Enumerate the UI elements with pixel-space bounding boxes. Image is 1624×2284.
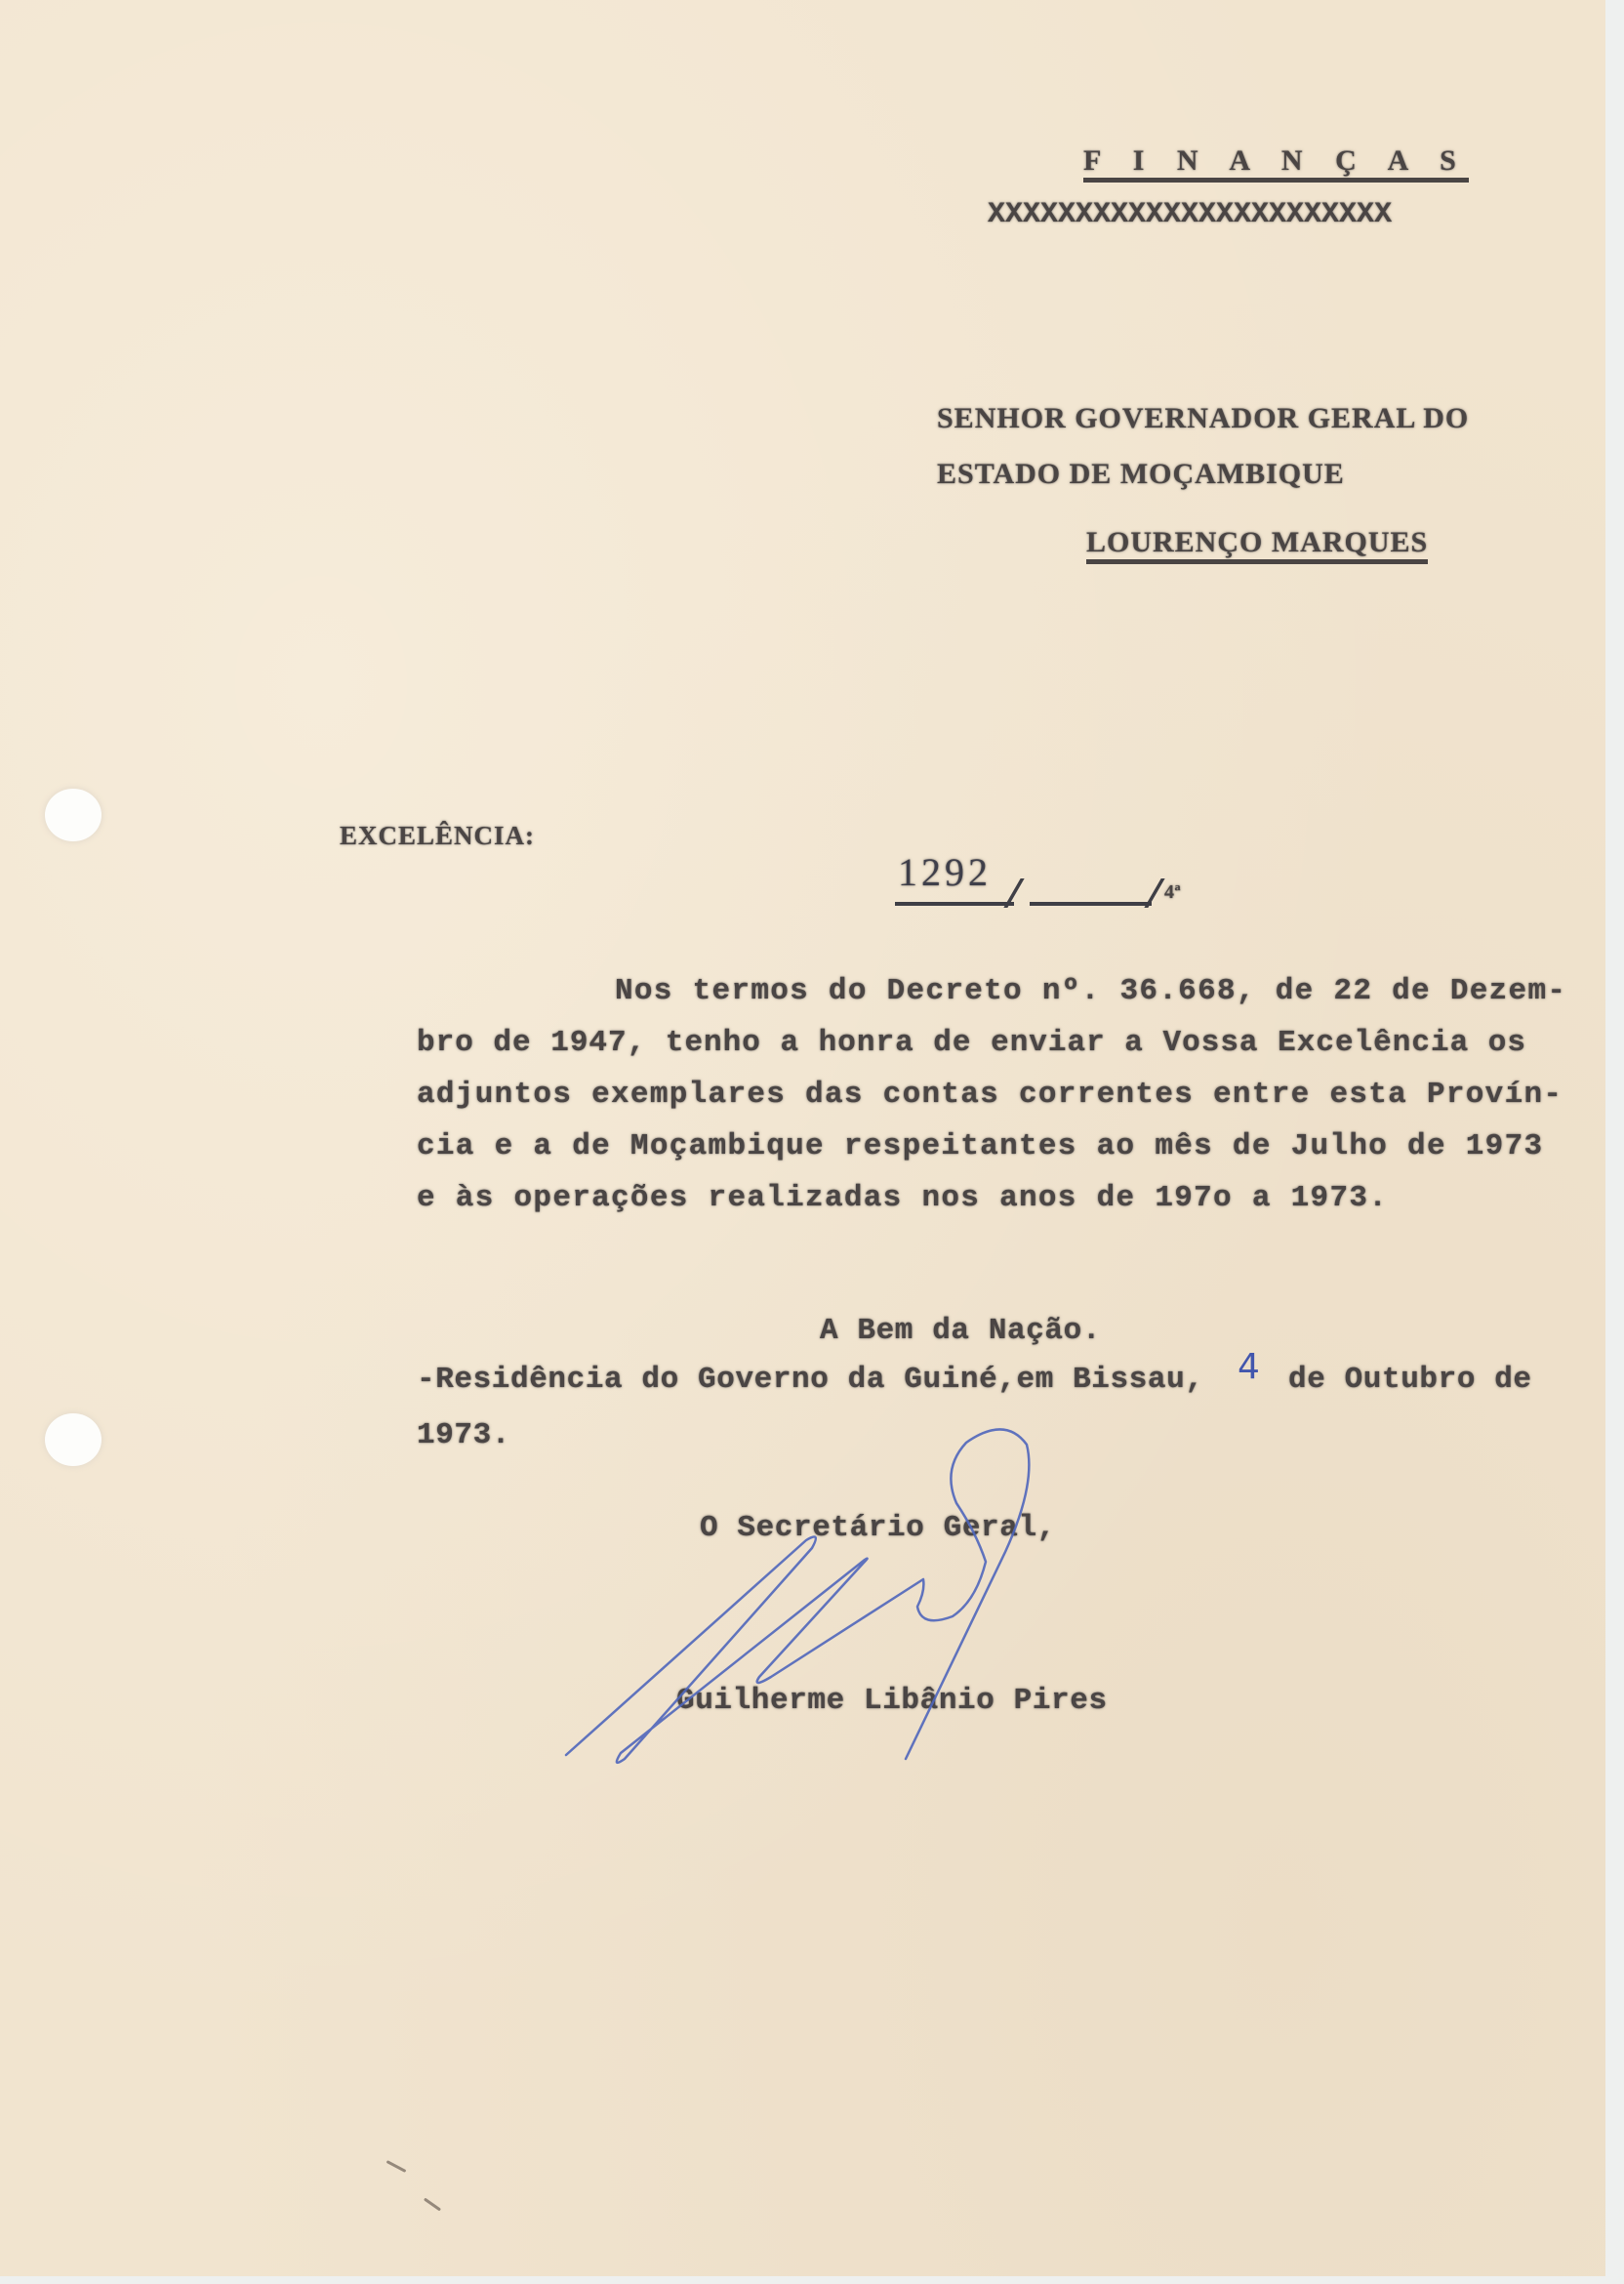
reference-number: 1292	[898, 850, 992, 894]
place-line-prefix: -Residência do Governo da Guiné,em Bissau,	[417, 1363, 1204, 1397]
body-line-5: e às operações realizadas nos anos de 197o a 1973.	[417, 1181, 1389, 1215]
salutation: EXCELÊNCIA:	[340, 821, 536, 850]
signatory-name: Guilherme Libânio Pires	[676, 1684, 1108, 1718]
body-line-2: bro de 1947, tenho a honra de enviar a Vossa Excelência os	[417, 1026, 1526, 1060]
closing-motto: A Bem da Nação.	[820, 1314, 1102, 1348]
date-year: 1973.	[417, 1418, 511, 1452]
addressee-city: LOURENÇO MARQUES	[1086, 528, 1428, 564]
body-line-4: cia e a de Moçambique respeitantes ao mês de Julho de 1973	[417, 1129, 1544, 1163]
body-line-1: Nos termos do Decreto nº. 36.668, de 22 de Dezem-	[615, 974, 1567, 1008]
place-line-suffix: de Outubro de	[1288, 1363, 1532, 1397]
reference-section: 4ª	[1164, 881, 1182, 903]
addressee-line-1: SENHOR GOVERNADOR GERAL DO	[937, 402, 1470, 434]
handwritten-day: 4	[1238, 1347, 1260, 1387]
separator-line: XXXXXXXXXXXXXXXXXXXXXXX	[988, 198, 1393, 231]
addressee-line-2: ESTADO DE MOÇAMBIQUE	[937, 458, 1345, 490]
signatory-title: O Secretário Geral,	[700, 1511, 1056, 1545]
department-heading: F I N A N Ç A S	[1083, 146, 1469, 183]
body-line-3: adjuntos exemplares das contas correntes entre esta Provín-	[417, 1078, 1563, 1112]
